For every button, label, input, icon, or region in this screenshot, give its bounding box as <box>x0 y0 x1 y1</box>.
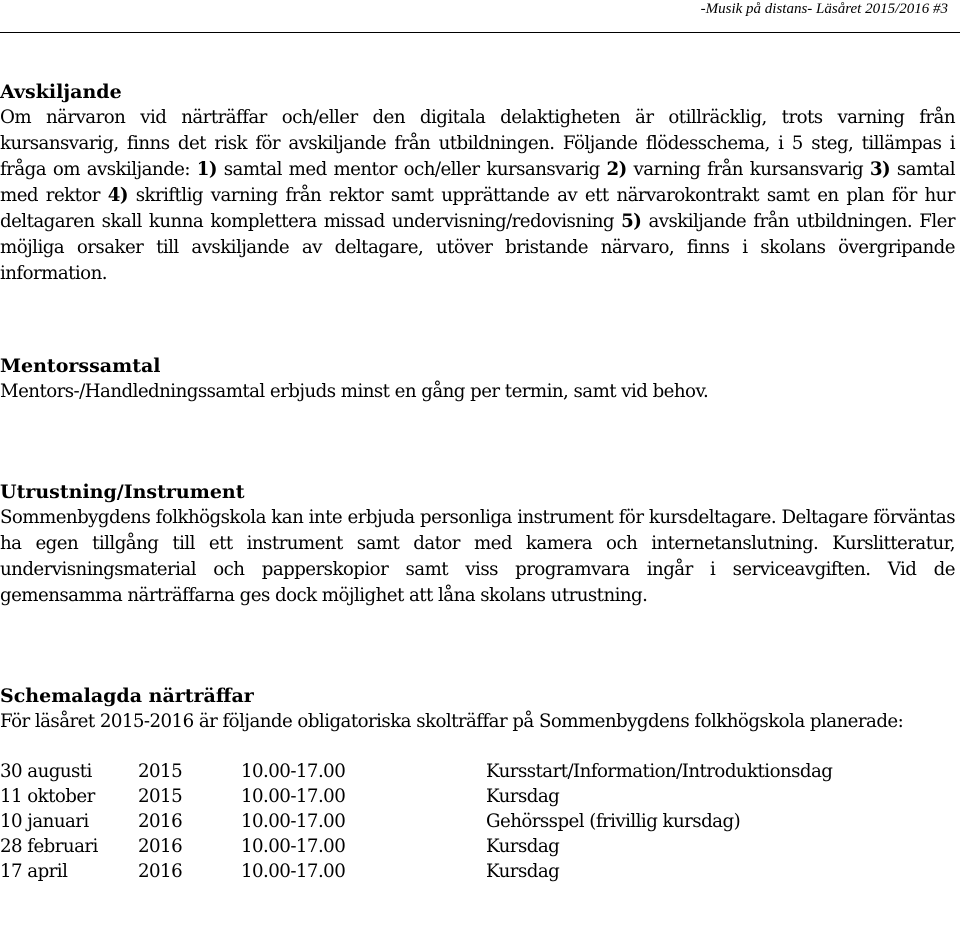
step-1-text: samtal med mentor och/eller kursansvarig <box>216 159 607 180</box>
header-title: -Musik på distans- Läsåret 2015/2016 #3 <box>700 1 948 17</box>
step-5-text: avskiljande från utbildningen. <box>641 211 913 232</box>
schedule-time: 10.00-17.00 <box>241 836 346 857</box>
step-2-text: varning från kursansvarig <box>626 159 870 180</box>
schemalagda-paragraph: För läsåret 2015-2016 är följande obligatoriska skolträffar på Sommenbygdens folkhögskola planerade: <box>0 711 904 732</box>
schedule-time: 10.00-17.00 <box>241 861 346 882</box>
schedule-description: Kursdag <box>486 861 560 882</box>
avskiljande-paragraph <box>0 105 955 287</box>
schedule-year: 2016 <box>138 836 183 857</box>
step-3-number: 3) <box>869 159 891 180</box>
header-divider <box>0 32 960 33</box>
schedule-year: 2015 <box>138 786 183 807</box>
table-row <box>0 759 832 784</box>
table-row <box>0 859 832 884</box>
schedule-time: 10.00-17.00 <box>241 761 346 782</box>
step-2-number: 2) <box>606 159 627 180</box>
step-3-text: samtal med rektor <box>0 159 955 206</box>
schedule-date: 11 oktober <box>0 786 95 807</box>
section-utrustning <box>0 480 955 609</box>
document-body <box>0 80 955 884</box>
table-row <box>0 809 832 834</box>
section-avskiljande <box>0 80 955 287</box>
section-title-avskiljande: Avskiljande <box>0 81 122 103</box>
table-row <box>0 784 832 809</box>
step-1-number: 1) <box>196 159 217 180</box>
avskiljande-more-info: Fler möjliga orsaker till avskiljande av deltagare, utöver bristande närvaro, finns i skolans övergripande information. <box>0 211 956 284</box>
mentorssamtal-paragraph: Mentors-/Handledningssamtal erbjuds minst en gång per termin, samt vid behov. <box>0 381 709 402</box>
schedule-time: 10.00-17.00 <box>241 811 346 832</box>
utrustning-paragraph: Sommenbygdens folkhögskola kan inte erbjuda personliga instrument för kursdeltagare. Deltagare förväntas ha egen tillgång till ett instrument samt dator med kamera och internetanslutning. Kurslitteratur, undervisningsmaterial och papperskopior samt viss programvara ingår i serviceavgiften. Vid de gemensamma närträffarna ges dock möjlighet att låna skolans utrustning. <box>0 507 955 606</box>
section-title-schemalagda: Schemalagda närträffar <box>0 685 254 707</box>
step-4-number: 4) <box>107 185 128 206</box>
avskiljande-intro: Om närvaron vid närträffar och/eller den digitala delaktigheten är otillräcklig, trots varning från kursansvarig, finns det risk för avskiljande från utbildningen. Följande flödesschema, i 5 steg, tillämpas i fråga om avskiljande: <box>0 107 955 180</box>
page-header <box>0 0 960 38</box>
section-schemalagda <box>0 684 955 884</box>
table-row <box>0 834 832 859</box>
schedule-description: Kursstart/Information/Introduktionsdag <box>486 761 833 782</box>
step-5-number: 5) <box>621 211 642 232</box>
schedule-table <box>0 759 832 884</box>
schedule-date: 28 februari <box>0 836 98 857</box>
step-4-text: skriftlig varning från rektor samt upprättande av ett närvarokontrakt samt en plan för hur deltagaren skall kunna komplettera missad undervisning/redovisning <box>0 185 955 232</box>
schedule-date: 17 april <box>0 861 68 882</box>
schedule-description: Gehörsspel (frivillig kursdag) <box>486 811 741 832</box>
schedule-year: 2016 <box>138 811 183 832</box>
schedule-date: 10 januari <box>0 811 89 832</box>
schedule-year: 2015 <box>138 761 183 782</box>
schedule-time: 10.00-17.00 <box>241 786 346 807</box>
schedule-description: Kursdag <box>486 786 560 807</box>
schedule-year: 2016 <box>138 861 183 882</box>
section-title-utrustning: Utrustning/Instrument <box>0 481 245 503</box>
section-mentorssamtal <box>0 354 955 405</box>
section-title-mentorssamtal: Mentorssamtal <box>0 355 161 377</box>
schedule-description: Kursdag <box>486 836 560 857</box>
schedule-date: 30 augusti <box>0 761 92 782</box>
